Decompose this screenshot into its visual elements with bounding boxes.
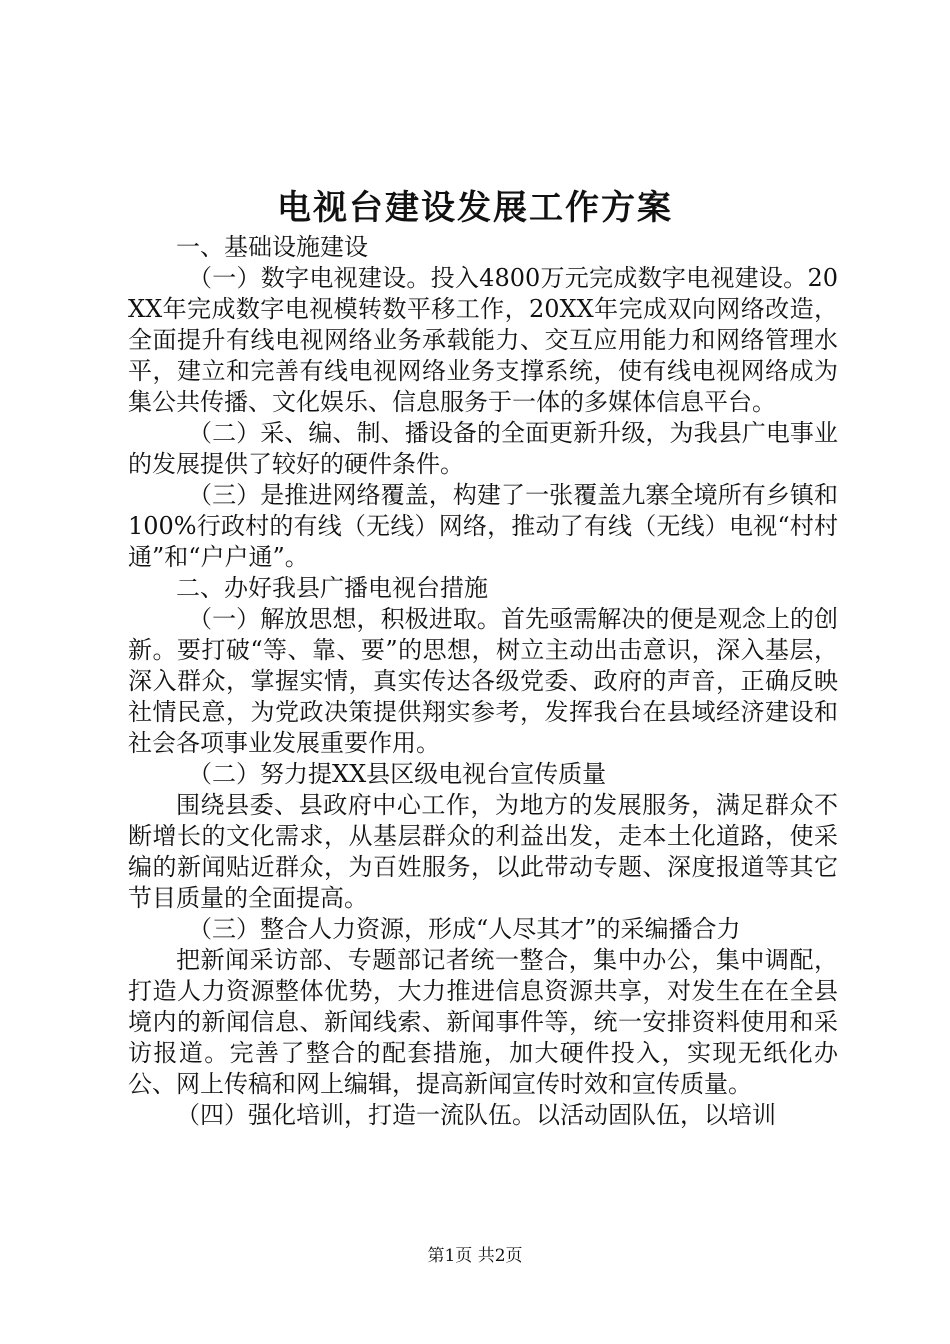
paragraph: （四）强化培训，打造一流队伍。以活动固队伍，以培训 xyxy=(176,1101,776,1129)
paragraph: 围绕县委、县政府中心工作，为地方的发展服务，满足群众不断增长的文化需求，从基层群众的利益出发，走本土化道路，使采编的新闻贴近群众，为百姓服务，以此带动专题、深度报道等其它节目质量的全面提高。 xyxy=(128,791,838,912)
subheading: （二）努力提XX县区级电视台宣传质量 xyxy=(188,760,607,788)
paragraph: （二）采、编、制、播设备的全面更新升级，为我县广电事业的发展提供了较好的硬件条件。 xyxy=(128,419,838,478)
page-footer: 第1页 共2页 xyxy=(427,1246,523,1266)
document-title: 电视台建设发展工作方案 xyxy=(277,188,673,228)
paragraph: （一）解放思想，积极进取。首先亟需解决的便是观念上的创新。要打破“等、靠、要”的思想，树立主动出击意识，深入基层，深入群众，掌握实情，真实传达各级党委、政府的声音，正确反映社情民意，为党政决策提供翔实参考，发挥我台在县域经济建设和社会各项事业发展重要作用。 xyxy=(128,605,838,757)
document-body xyxy=(128,232,838,1131)
paragraph: （一）数字电视建设。投入4800万元完成数字电视建设。20XX年完成数字电视模转数平移工作，20XX年完成双向网络改造，全面提升有线电视网络业务承载能力、交互应用能力和网络管理水平，建立和完善有线电视网络业务支撑系统，使有线电视网络成为集公共传播、文化娱乐、信息服务于一体的多媒体信息平台。 xyxy=(128,264,838,416)
section-heading: 一、基础设施建设 xyxy=(176,233,368,261)
paragraph: 把新闻采访部、专题部记者统一整合，集中办公，集中调配，打造人力资源整体优势，大力推进信息资源共享，对发生在在全县境内的新闻信息、新闻线索、新闻事件等，统一安排资料使用和采访报道。完善了整合的配套措施，加大硬件投入，实现无纸化办公、网上传稿和网上编辑，提高新闻宣传时效和宣传质量。 xyxy=(128,946,838,1098)
paragraph: （三）是推进网络覆盖，构建了一张覆盖九寨全境所有乡镇和100%行政村的有线（无线）网络，推动了有线（无线）电视“村村通”和“户户通”。 xyxy=(128,481,838,571)
subheading: （三）整合人力资源，形成“人尽其才”的采编播合力 xyxy=(188,915,741,943)
section-heading: 二、办好我县广播电视台措施 xyxy=(176,574,488,602)
